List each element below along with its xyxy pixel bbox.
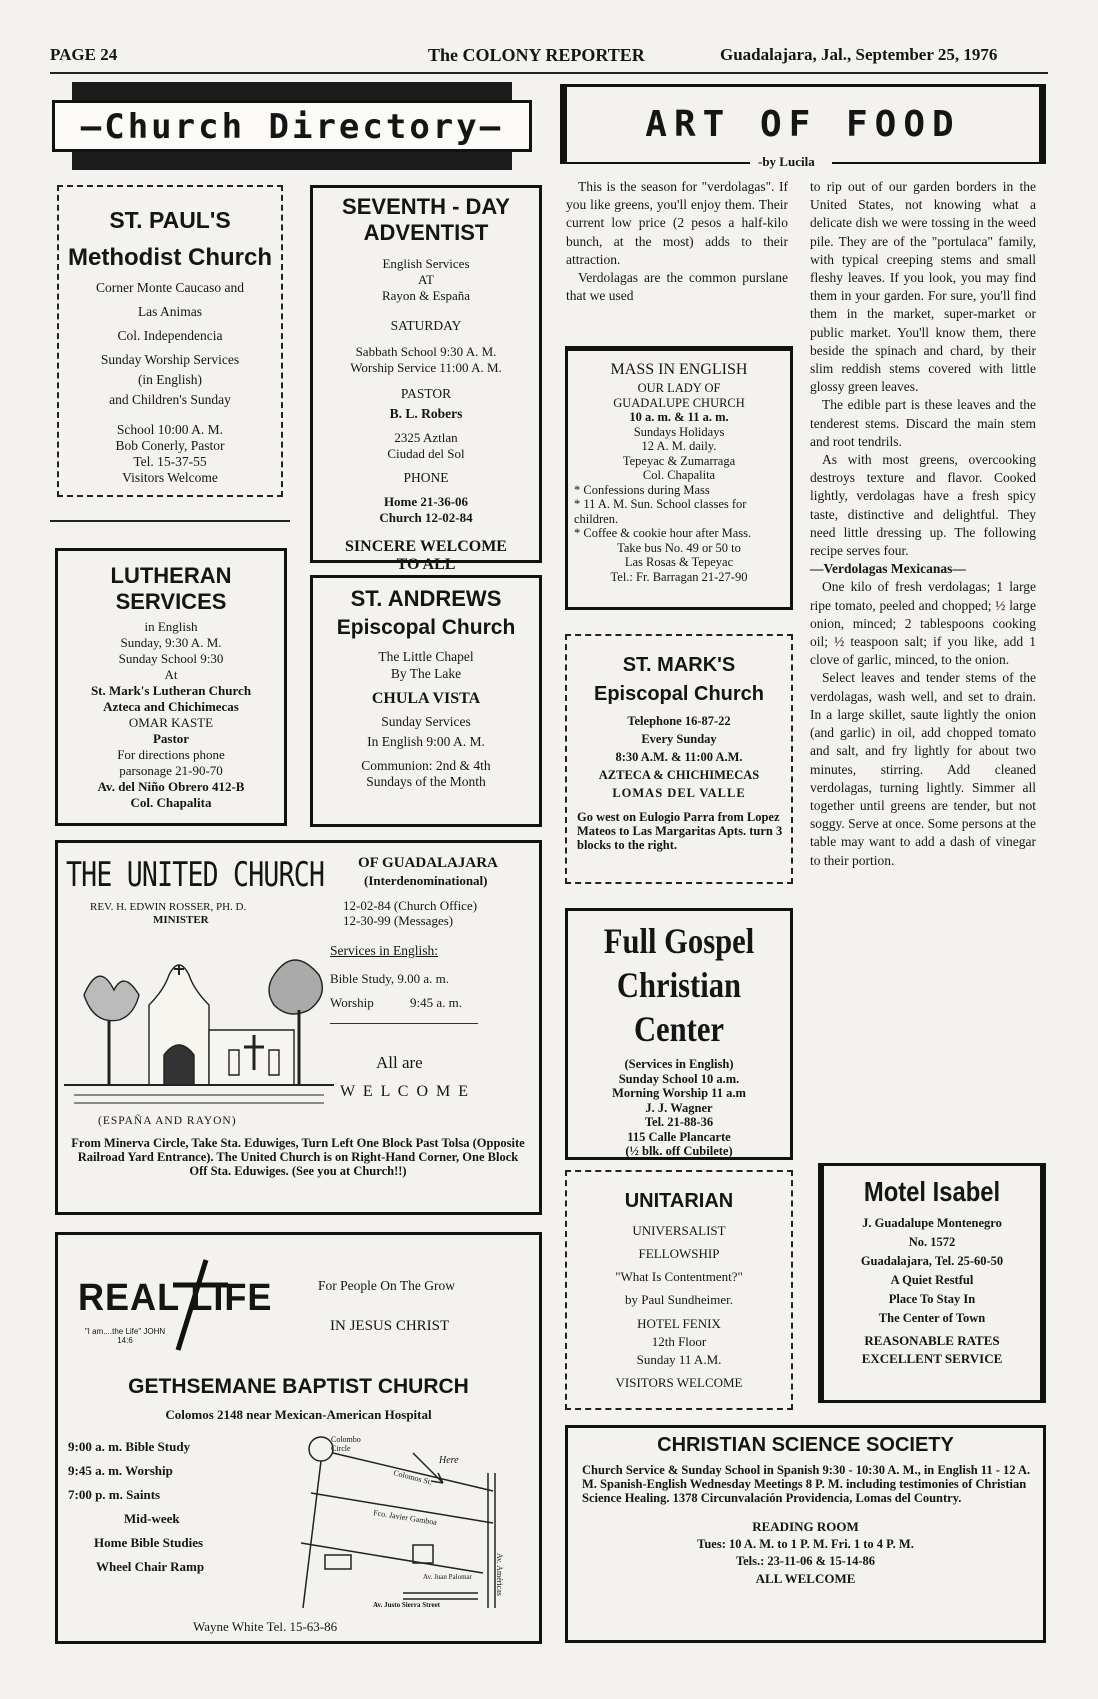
adventist-pastor: B. L. Robers xyxy=(389,406,463,421)
food-col2-para: Select leaves and tender stems of the verdolagas, wash well, and set to drain. In a large skillet, saute lightly the onion (and garlic) in oil, add chopped tomato and salt, and fry lightly for about two minutes, stirring. Add cleaned verdolagas, turning lightly. Simmer all together until greens are tender, but not soggy. Serve at once. Some persons at the table may want to add a dash of vinegar to their portion. xyxy=(810,670,1036,868)
motel-line: A Quiet Restful xyxy=(890,1273,974,1287)
united-bible: Bible Study, 9.00 a. m. xyxy=(330,971,450,986)
unitarian-name: UNITARIAN xyxy=(624,1190,734,1212)
lutheran-line: Sunday School 9:30 xyxy=(118,651,224,666)
united-worship-time: 9:45 a. m. xyxy=(410,995,462,1010)
lutheran-line: Av. del Niño Obrero 412-B xyxy=(97,779,245,794)
gethsemane-schedule: Wheel Chair Ramp xyxy=(96,1559,205,1574)
st-pauls-line: Col. Independencia xyxy=(117,328,223,343)
full-gospel-line: (½ blk. off Cubilete) xyxy=(625,1144,733,1158)
lutheran-line: parsonage 21-90-70 xyxy=(119,763,223,778)
full-gospel-title: Center xyxy=(633,1009,725,1049)
united-rule xyxy=(330,1023,478,1024)
unitarian-line: FELLOWSHIP xyxy=(638,1246,720,1261)
st-marks-line: LOMAS DEL VALLE xyxy=(612,786,746,800)
full-gospel-ad xyxy=(565,908,793,1160)
map-label: Av. Américas xyxy=(495,1553,504,1596)
mass-line: Tepeyac & Zumarraga xyxy=(622,453,736,468)
cs-hours: Tues: 10 A. M. to 1 P. M. Fri. 1 to 4 P. M. xyxy=(697,1537,914,1551)
st-andrews-communion: Communion: 2nd & 4th xyxy=(361,758,491,773)
column-rule xyxy=(50,520,290,522)
st-marks-line: Every Sunday xyxy=(641,732,717,746)
adventist-home: Home 21-36-06 xyxy=(383,494,469,509)
full-gospel-line: (Services in English) xyxy=(624,1057,734,1071)
united-welcome: W E L C O M E xyxy=(340,1083,470,1100)
unitarian-line: UNIVERSALIST xyxy=(632,1223,726,1238)
united-services-label: Services in English: xyxy=(330,943,438,958)
st-marks-name: ST. MARK'S xyxy=(622,654,736,676)
united-phone2: 12-30-99 (Messages) xyxy=(343,913,454,928)
st-pauls-line: Visitors Welcome xyxy=(122,470,218,485)
st-pauls-line: Bob Conerly, Pastor xyxy=(115,438,225,453)
st-pauls-line: Corner Monte Caucaso and xyxy=(95,280,245,295)
st-pauls-ad xyxy=(57,185,283,497)
st-pauls-line: Sunday Worship Services xyxy=(100,352,240,367)
cs-welcome: ALL WELCOME xyxy=(755,1571,856,1586)
lutheran-ad xyxy=(55,548,287,826)
directory-title: —Church Directory— xyxy=(80,107,504,147)
st-andrews-communion: Sundays of the Month xyxy=(366,774,486,789)
mass-tel: Tel.: Fr. Barragan 21-27-90 xyxy=(610,569,748,584)
united-worship-label: Worship xyxy=(330,995,374,1010)
food-col2 xyxy=(810,178,1036,870)
lutheran-name: LUTHERAN SERVICES xyxy=(110,563,232,614)
motel-service: EXCELLENT SERVICE xyxy=(861,1351,1003,1366)
st-marks-type: Episcopal Church xyxy=(593,683,765,705)
mass-line: Col. Chapalita xyxy=(642,468,716,482)
mass-ad xyxy=(565,346,793,610)
unitarian-ad xyxy=(565,1170,793,1410)
full-gospel-line: Tel. 21-88-36 xyxy=(644,1115,714,1129)
unitarian-line: "What Is Contentment?" xyxy=(615,1269,743,1284)
banner-top-rule xyxy=(560,84,1046,87)
map-label: Av. Justo Sierra Street xyxy=(373,1601,441,1609)
food-para1: This is the season for "verdolagas". If you like greens, you'll enjoy them. Their current low price (2 pesos a half-kilo bunch, at the most) adds to their attraction. xyxy=(566,179,788,267)
st-pauls-line: School 10:00 A. M. xyxy=(116,422,224,437)
united-all-are: All are xyxy=(376,1053,423,1072)
mass-line: OUR LADY OF xyxy=(637,381,721,395)
st-pauls-line: and Children's Sunday xyxy=(109,392,231,407)
unitarian-line: by Paul Sundheimer. xyxy=(625,1292,733,1307)
adventist-worship: Worship Service 11:00 A. M. xyxy=(350,360,502,375)
gethsemane-schedule: Mid-week xyxy=(124,1511,180,1526)
full-gospel-title: Christian xyxy=(616,965,742,1005)
cs-reading: READING ROOM xyxy=(752,1519,859,1534)
full-gospel-line: 115 Calle Plancarte xyxy=(627,1129,731,1144)
full-gospel-line: J. J. Wagner xyxy=(645,1100,713,1115)
gethsemane-schedule: 7:00 p. m. Saints xyxy=(68,1487,161,1502)
banner-bottom-rule-right xyxy=(832,162,1046,164)
adventist-at: AT xyxy=(418,272,434,287)
adventist-services: English Services xyxy=(382,256,470,271)
st-marks-line: 8:30 A.M. & 11:00 A.M. xyxy=(615,750,743,764)
mass-bus: Take bus No. 49 or 50 to xyxy=(617,540,741,555)
gethsemane-schedule: Home Bible Studies xyxy=(94,1535,204,1550)
st-andrews-place: CHULA VISTA xyxy=(371,690,481,707)
banner-bottom-rule-left xyxy=(560,162,750,164)
directory-banner xyxy=(52,82,532,170)
adventist-day: SATURDAY xyxy=(390,318,462,333)
adventist-pastor-label: PASTOR xyxy=(400,386,452,401)
lutheran-line: in English xyxy=(144,619,198,634)
gethsemane-tag2: IN JESUS CHRIST xyxy=(330,1318,450,1334)
gethsemane-address: Colomos 2148 near Mexican-American Hospital xyxy=(165,1407,432,1422)
st-pauls-line: Las Animas xyxy=(137,304,203,319)
adventist-ad xyxy=(310,185,542,573)
food-col2-para: As with most greens, overcooking destroys texture and flavor. Cooked lightly, verdolagas have a fresh spicy taste, distinctive and delightful. They need little dressing up. The following recipe serves four. xyxy=(810,452,1036,559)
real-life-wordmark: REAL LIFE xyxy=(78,1277,273,1319)
christian-science-ad xyxy=(565,1425,1046,1643)
art-of-food-byline: -by Lucila xyxy=(758,154,815,169)
lutheran-line: OMAR KASTE xyxy=(128,715,214,730)
lutheran-line: Azteca and Chichimecas xyxy=(103,699,239,714)
st-marks-line: AZTECA & CHICHIMECAS xyxy=(598,768,760,782)
united-minister: REV. H. EDWIN ROSSER, PH. D. xyxy=(90,901,247,913)
lutheran-line: At xyxy=(164,667,178,682)
st-pauls-line: Tel. 15-37-55 xyxy=(133,454,207,469)
dateline: Guadalajara, Jal., September 25, 1976 xyxy=(720,45,998,64)
art-of-food-title: ART OF FOOD xyxy=(645,104,961,145)
gethsemane-tag1: For People On The Grow xyxy=(318,1278,455,1293)
gethsemane-schedule: 9:00 a. m. Bible Study xyxy=(68,1439,191,1454)
real-life-logo xyxy=(78,1255,273,1355)
church-illustration xyxy=(64,935,334,1113)
st-marks-line: Telephone 16-87-22 xyxy=(627,714,731,728)
lutheran-line: St. Mark's Lutheran Church xyxy=(90,683,252,698)
food-recipe-title: —Verdolagas Mexicanas— xyxy=(810,561,966,577)
masthead-rule xyxy=(50,72,1048,74)
church-drawing-icon xyxy=(64,935,334,1113)
map-label: Av. Juan Palomar xyxy=(423,1573,472,1581)
paper-name: The COLONY REPORTER xyxy=(428,45,645,65)
unitarian-line: VISITORS WELCOME xyxy=(615,1375,743,1390)
unitarian-line: Sunday 11 A.M. xyxy=(636,1352,722,1367)
motel-line: No. 1572 xyxy=(908,1235,956,1249)
food-col1-top xyxy=(566,178,788,305)
st-pauls-type: Methodist Church xyxy=(68,244,272,271)
bullet-icon: * xyxy=(574,526,584,540)
mass-line: 12 A. M. daily. xyxy=(641,439,717,453)
cs-name: CHRISTIAN SCIENCE SOCIETY xyxy=(657,1434,954,1456)
banner-frame xyxy=(52,100,532,152)
adventist-welcome: SINCERE WELCOME TO ALL xyxy=(345,538,507,573)
map-icon xyxy=(263,1433,533,1613)
motel-rates: REASONABLE RATES xyxy=(864,1333,1000,1348)
st-pauls-line: (in English) xyxy=(137,372,203,387)
lutheran-line: Sunday, 9:30 A. M. xyxy=(120,635,222,650)
st-andrews-line: By The Lake xyxy=(390,666,462,681)
motel-line: J. Guadalupe Montenegro xyxy=(862,1216,1002,1230)
lutheran-line: For directions phone xyxy=(117,747,225,762)
united-of: OF GUADALAJARA xyxy=(358,855,498,871)
map-label: Colombo Circle xyxy=(331,1435,361,1453)
mass-line: Sundays Holidays xyxy=(633,424,725,439)
banner-bottom-bar xyxy=(72,152,512,170)
mass-title: MASS IN ENGLISH xyxy=(610,361,748,378)
cs-body: Church Service & Sunday School in Spanish 9:30 - 10:30 A. M., in English 11 - 12 A. M. Spanish-English Wednesday Meetings 8 P. M. including testimonies of Christian Science Healing. 1378 Circunvalación Providencia, Lomas del Country. xyxy=(582,1463,1031,1505)
food-col2-para: to rip out of our garden borders in the United States, not knowing what a delicate dish we were tossing in the weed pile. They are of the "portulaca" family, with typical creeping stems and small fleshy leaves. If you look, you may find them in your garden. For sure, you'll find them in the market, super-market or public market. You'll know them, there beside the spinach and chard, by their slim reddish stems covered with little glossy green leaves. xyxy=(810,179,1036,395)
full-gospel-line: Morning Worship 11 a.m xyxy=(612,1086,746,1100)
motel-name: Motel Isabel xyxy=(863,1176,1001,1207)
motel-line: The Center of Town xyxy=(878,1311,986,1325)
lutheran-line: Pastor xyxy=(152,731,190,746)
gethsemane-name: GETHSEMANE BAPTIST CHURCH xyxy=(128,1375,469,1398)
st-andrews-service: In English 9:00 A. M. xyxy=(367,734,485,749)
motel-line: Guadalajara, Tel. 25-60-50 xyxy=(860,1254,1004,1268)
unitarian-line: 12th Floor xyxy=(651,1334,707,1349)
st-marks-directions: Go west on Eulogio Parra from Lopez Mateos to Las Margaritas Apts. turn 3 blocks to the right. xyxy=(577,810,783,852)
motel-isabel-ad xyxy=(818,1163,1046,1403)
adventist-city: Ciudad del Sol xyxy=(387,446,465,461)
motel-line: Place To Stay In xyxy=(888,1292,976,1306)
adventist-church: Church 12-02-84 xyxy=(379,510,473,525)
banner-top-bar xyxy=(72,82,512,100)
mass-line: 10 a. m. & 11 a. m. xyxy=(629,410,729,424)
map-label: Colomos St. xyxy=(392,1468,434,1487)
map-label: Here xyxy=(439,1455,459,1466)
united-church-ad xyxy=(55,840,542,1215)
st-andrews-type: Episcopal Church xyxy=(336,616,516,639)
united-caption: (ESPAÑA AND RAYON) xyxy=(98,1115,237,1127)
map-label: Fco. Javier Gamboa xyxy=(372,1508,438,1527)
gethsemane-ad xyxy=(55,1232,542,1644)
adventist-location: Rayon & España xyxy=(381,288,471,303)
st-pauls-name: ST. PAUL'S xyxy=(109,207,231,233)
adventist-name: SEVENTH - DAY ADVENTIST xyxy=(342,194,510,245)
st-andrews-line: The Little Chapel xyxy=(378,649,474,664)
mass-bullet: * 11 A. M. Sun. School classes for children. xyxy=(574,497,747,526)
bullet-icon: * xyxy=(574,482,584,497)
gethsemane-contact: Wayne White Tel. 15-63-86 xyxy=(193,1619,338,1634)
art-of-food-banner xyxy=(560,84,1046,169)
mass-bullet: * Coffee & cookie hour after Mass. xyxy=(574,526,752,540)
united-phone1: 12-02-84 (Church Office) xyxy=(343,898,478,913)
united-name: THE UNITED CHURCH xyxy=(66,855,325,895)
st-marks-ad xyxy=(565,634,793,884)
united-directions: From Minerva Circle, Take Sta. Eduwiges, Turn Left One Block Past Tolsa (Opposite Railroad Yard Entrance). The United Church is on Right-Hand Corner, One Block Off Sta. Eduwiges. (See you at Church!!) xyxy=(71,1136,525,1178)
mass-line: GUADALUPE CHURCH xyxy=(613,395,745,410)
lutheran-line: Col. Chapalita xyxy=(130,795,212,810)
cs-tels: Tels.: 23-11-06 & 15-14-86 xyxy=(735,1554,876,1568)
st-andrews-name: ST. ANDREWS xyxy=(350,586,502,611)
bullet-icon: * xyxy=(574,497,584,511)
united-minister-title: MINISTER xyxy=(153,914,209,926)
mass-bullet: * Confessions during Mass xyxy=(574,482,710,497)
full-gospel-title: Full Gospel xyxy=(603,921,755,961)
st-andrews-service: Sunday Services xyxy=(381,714,471,729)
full-gospel-line: Sunday School 10 a.m. xyxy=(618,1071,740,1086)
adventist-address: 2325 Aztlan xyxy=(394,430,458,445)
gethsemane-schedule: 9:45 a. m. Worship xyxy=(68,1463,173,1478)
united-inter: (Interdenominational) xyxy=(364,873,488,888)
st-andrews-ad xyxy=(310,575,542,827)
adventist-sabbath: Sabbath School 9:30 A. M. xyxy=(355,344,497,359)
church-map xyxy=(263,1433,533,1613)
food-para2: Verdolagas are the common purslane that we used xyxy=(566,270,788,304)
food-col2-para: The edible part is these leaves and the tenderest stems. Discard the main stem and root tendrils. xyxy=(810,397,1036,449)
mass-stop: Las Rosas & Tepeyac xyxy=(624,555,734,569)
food-col2-para: One kilo of fresh verdolagas; 1 large ripe tomato, peeled and chopped; ½ large onion, minced; 2 tablespoons cooking oil; ½ teaspoon salt; if you like, add 1 clove of garlic, minced, to the onion. xyxy=(810,579,1036,668)
adventist-phone-label: PHONE xyxy=(403,470,449,485)
unitarian-line: HOTEL FENIX xyxy=(637,1316,721,1331)
page-number: PAGE 24 xyxy=(50,45,118,64)
real-life-sub: "I am....the Life" JOHN 14:6 xyxy=(84,1327,166,1345)
